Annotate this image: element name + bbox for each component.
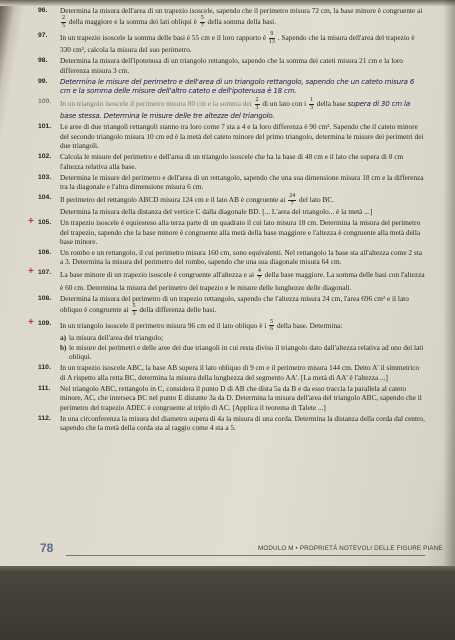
problem-96: 96. Determina la misura dell'area di un trapezio isoscele, sapendo che il perimetro misura 72 cm, la base minore è congruente ai $\frac{2}{5}$ della maggiore e la somma dei lati obliqui è $\frac{5}{7}$ della somma della basi.: [38, 6, 423, 29]
fraction: $\frac{9}{13}$: [268, 31, 275, 45]
problem-98: 98. Determina la misura dell'ipotenusa di un triangolo rettangolo, sapendo che la somma dei cateti misura 21 cm e la loro differenza misura 3 cm.: [38, 56, 403, 75]
problem-number: 97.: [38, 32, 48, 40]
problem-102: 102. Calcola le misure del perimetro e dell'area di un triangolo isoscele che ha la base di 48 cm e il lato che supera di 8 cm l'altezza relativa alla base.: [38, 152, 404, 171]
sub-question-b: b) le misure dei perimetri e delle aree dei due triangoli in cui resta diviso il triangolo dato dall'altezza relativa ad uno dei lati obliqui.: [60, 342, 424, 362]
problem-number: 96.: [38, 7, 48, 14]
problem-list: [28, 6, 426, 434]
problem-number: 111.: [38, 384, 51, 392]
problem-99: [34, 77, 426, 96]
page-footer: [0, 541, 455, 561]
fraction: $\frac{1}{3}$: [309, 97, 313, 111]
problem-104: 104. Il perimetro del rettangolo ABCD misura 124 cm e il lato AB è congruente ai $\frac{24}{7}$ del lato BC. Determina la misura della distanza del vertice C dalla diagonale BD. [... L'area del triangolo... è la metà ...]: [38, 193, 373, 217]
fraction: $\frac{2}{5}$: [62, 15, 65, 29]
problem-112: 112. In una circonferenza la misura del diametro supera di 4a la misura di una corda. Determina la distanza della corda dal centro, sapendo che la metà della corda sta al raggio come 4 sta a 5.: [38, 413, 425, 432]
problem-106: 106. Un rombo e un rettangolo, il cui perimetro misura 160 cm, sono equivalenti. Nel rettangolo la base sta all'altezza come 2 sta a 3. Determina la misura del perimetro del rombo, sapendo che una sua diagonale misura 64 cm.: [38, 248, 422, 267]
problem-number: 107.: [38, 269, 52, 277]
red-plus-mark: +: [28, 316, 34, 328]
problem-number: 109.: [38, 319, 52, 327]
problem-number: 102.: [38, 153, 52, 161]
footer-divider: [66, 555, 425, 556]
fraction: $\frac{5}{7}$: [200, 15, 204, 29]
fraction: $\frac{5}{3}$: [132, 303, 136, 317]
desk-surface: [0, 566, 455, 640]
fraction: $\frac{24}{7}$: [289, 193, 296, 207]
problem-number: 104.: [38, 194, 52, 201]
problem-100: 100. In un triangolo isoscele il perimetro misura 80 cm e la somma dei $\frac{2}{3}$ di un lato con i $\frac{1}{3}$ della base supera di 30 cm la base stessa. Determina le misure delle tre altezze del triangolo.: [38, 97, 410, 121]
fraction: $\frac{4}{7}$: [257, 268, 261, 282]
red-plus-mark: +: [28, 266, 34, 278]
sub-question-a: a) la misura dell'area del triangolo;: [60, 333, 164, 343]
problem-107: + 107. La base minore di un trapezio isoscele è congruente all'altezza e ai $\frac{4}{7}$ della base maggiore. La somma delle basi con l'altezza è 60 cm. Determina la misura del perimetro del trapezio e le misure delle lunghezze delle diagonali.: [28, 266, 425, 292]
problem-108: 108. Determina la misura del perimetro di un trapezio rettangolo, sapendo che l'altezza misura 24 cm, l'area 696 cm² e il lato obliquo è congruente ai $\frac{5}{3}$ della differenza delle basi.: [38, 293, 409, 317]
problem-111: 111. Nel triangolo ABC, rettangolo in C, considera il punto D di AB che dista 5a da B e da esso traccia la parallela al cateto minore, AC, che interseca BC nel punto E distante 3a da D. Determina la misura dell'area del triangolo ABC, sapendo che il perimetro del trapezio ADEC è congruente al triplo di AC. [Applica il teorema di Talete ...]: [38, 383, 422, 412]
problem-97: 97. In un trapezio isoscele la somma delle basi è 55 cm e il loro rapporto è $\frac{9}{13}$ . Sapendo che la misura dell'area del trapezio è 330 cm², calcola la misura del suo perimetro.: [38, 31, 415, 55]
problem-105: + 105. Un trapezio isoscele è equiesteso alla terza parte di un quadrato il cui lato misura 18 cm. Determina la misura del perimetro del trapezio, sapendo che la base minore è congruente alla metà della base maggiore e l'altezza è congruente alla metà della base minore.: [28, 216, 421, 246]
fraction: $\frac{5}{6}$: [270, 318, 274, 333]
handwritten-text: supera di 30 cm la base stessa. Determina le misure delle tre altezze del triangolo.: [60, 98, 410, 121]
problem-number: 105.: [38, 219, 52, 227]
problem-103: 103. Determina le misure del perimetro e dell'area di un rettangolo, sapendo che una sua dimensione misura 18 cm e la differenza tra la diagonale e l'altra dimensione misura 6 cm.: [38, 172, 424, 191]
problem-number: 106.: [38, 249, 52, 256]
page-number: 78: [40, 541, 54, 555]
problem-number: 99.: [38, 77, 48, 85]
problem-number: 101.: [38, 123, 52, 131]
red-plus-mark: +: [28, 216, 34, 228]
problem-number: 112.: [38, 414, 51, 422]
running-footer-title: MODULO M • PROPRIETÀ NOTEVOLI DELLE FIGURE PIANE: [258, 545, 443, 552]
problem-110: 110. In un trapezio isoscele ABC, la base AB supera il lato obliquo di 9 cm e il perimetro misura 144 cm. Detto A' il simmetrico di A rispetto alla retta BC, determina la misura della lunghezza del segmento AA'. [La metà di AA' è l'altezza ...]: [38, 363, 420, 382]
handwritten-text: Determina le misure del perimetro e dell'area di un triangolo rettangolo, sapendo che un cateto misura 6 cm e la somma delle misure dell'altro cateto e dell'ipotenusa è 18 cm.: [60, 76, 415, 96]
problem-101: 101. Le aree di due triangoli rettangoli stanno tra loro come 7 sta a 4 e la loro differenza è 90 cm². Sapendo che il cateto minore del secondo triangolo misura 10 cm ed è la metà del cateto minore del primo triangolo, determina le misure dei perimetri dei due triangoli.: [38, 122, 424, 151]
problem-number: 98.: [38, 57, 48, 65]
page-edge-shadow: [443, 0, 455, 566]
sub-questions: [60, 333, 426, 361]
problem-number: 100.: [38, 98, 52, 106]
problem-109: + 109. In un triangolo isoscele il perimetro misura 96 cm ed il lato obliquo è i $\frac{5}{6}$ della base. Determina: a) la misura dell'area del triangolo; b) le misure dei perimetri e delle aree dei due triangoli in cui resta diviso il triangolo dato dall'altezza relativa ad uno dei lati obliqui.: [34, 319, 426, 362]
problem-number: 108.: [38, 294, 52, 302]
problem-number: 110.: [38, 364, 51, 372]
problem-number: 103.: [38, 173, 52, 181]
fraction: $\frac{2}{3}$: [255, 97, 259, 111]
